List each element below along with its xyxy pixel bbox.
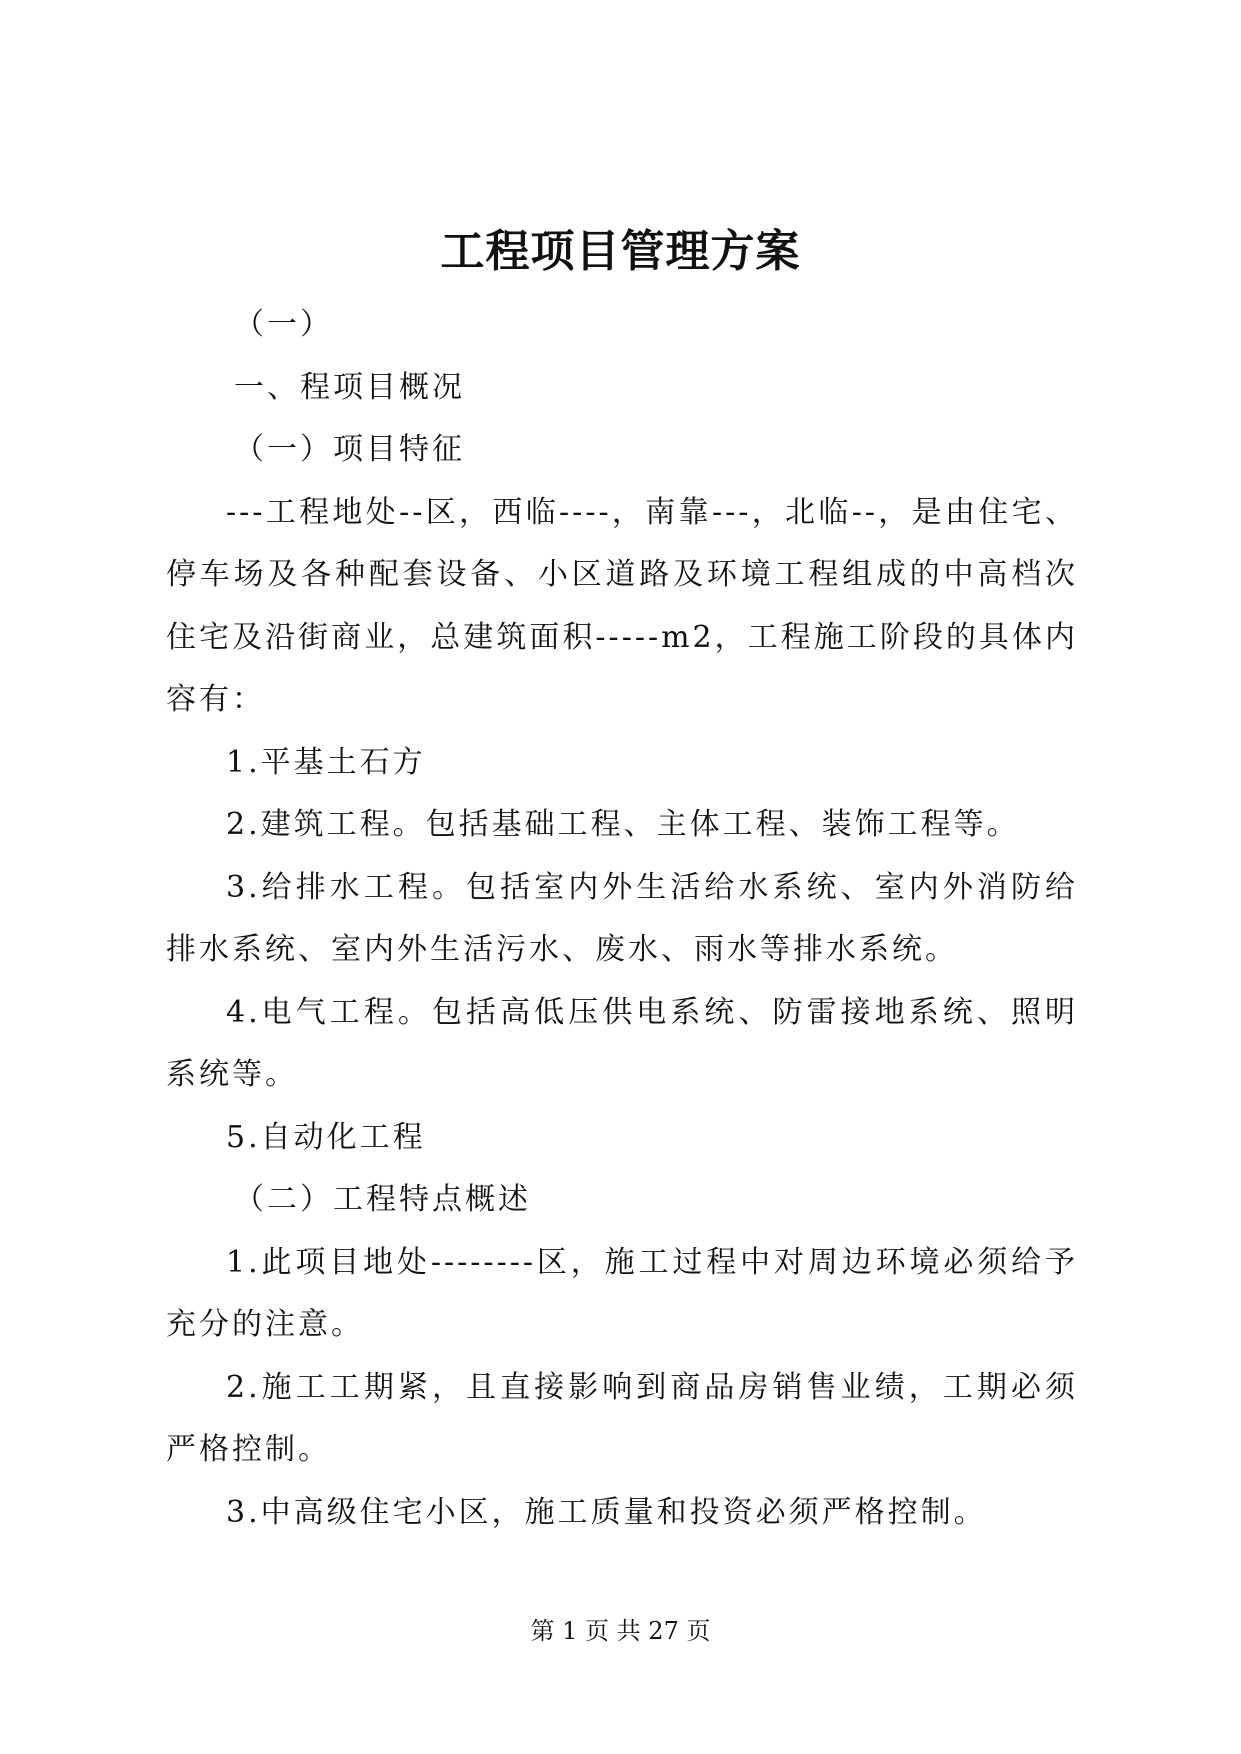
document-body: [166, 294, 1078, 1544]
list-item-quality-investment: 3.中高级住宅小区，施工质量和投资必须严格控制。: [226, 1494, 987, 1530]
document-title: 工程项目管理方案: [440, 226, 801, 277]
paragraph-section-marker: （一）: [234, 307, 333, 342]
list-item-electrical: 4.电气工程。包括高低压供电系统、防雷接地系统、照明系统等。: [166, 994, 1078, 1092]
subheading-project-characteristics: （二）工程特点概述: [234, 1182, 531, 1217]
list-item-schedule: 2.施工工期紧，且直接影响到商品房销售业绩，工期必须严格控制。: [166, 1369, 1078, 1467]
list-item-earthwork: 1.平基土石方: [226, 744, 426, 780]
list-item-water-drainage: 3.给排水工程。包括室内外生活给水系统、室内外消防给排水系统、室内外生活污水、废水、雨水等排水系统。: [166, 869, 1078, 967]
subheading-project-features: （一）项目特征: [234, 432, 465, 467]
page-footer: 第 1 页 共 27 页: [530, 1617, 711, 1645]
list-item-location-environment: 1.此项目地处--------区，施工过程中对周边环境必须给予充分的注意。: [166, 1244, 1078, 1342]
list-item-automation: 5.自动化工程: [226, 1119, 426, 1155]
list-item-building-works: 2.建筑工程。包括基础工程、主体工程、装饰工程等。: [226, 807, 1020, 842]
paragraph-project-location: ---工程地处--区，西临----，南靠---，北临--，是由住宅、停车场及各种配套设备、小区道路及环境工程组成的中高档次住宅及沿街商业，总建筑面积-----m2，工程施工阶段的具体内容有：: [166, 494, 1078, 717]
heading-project-overview: 一、程项目概况: [234, 369, 465, 405]
